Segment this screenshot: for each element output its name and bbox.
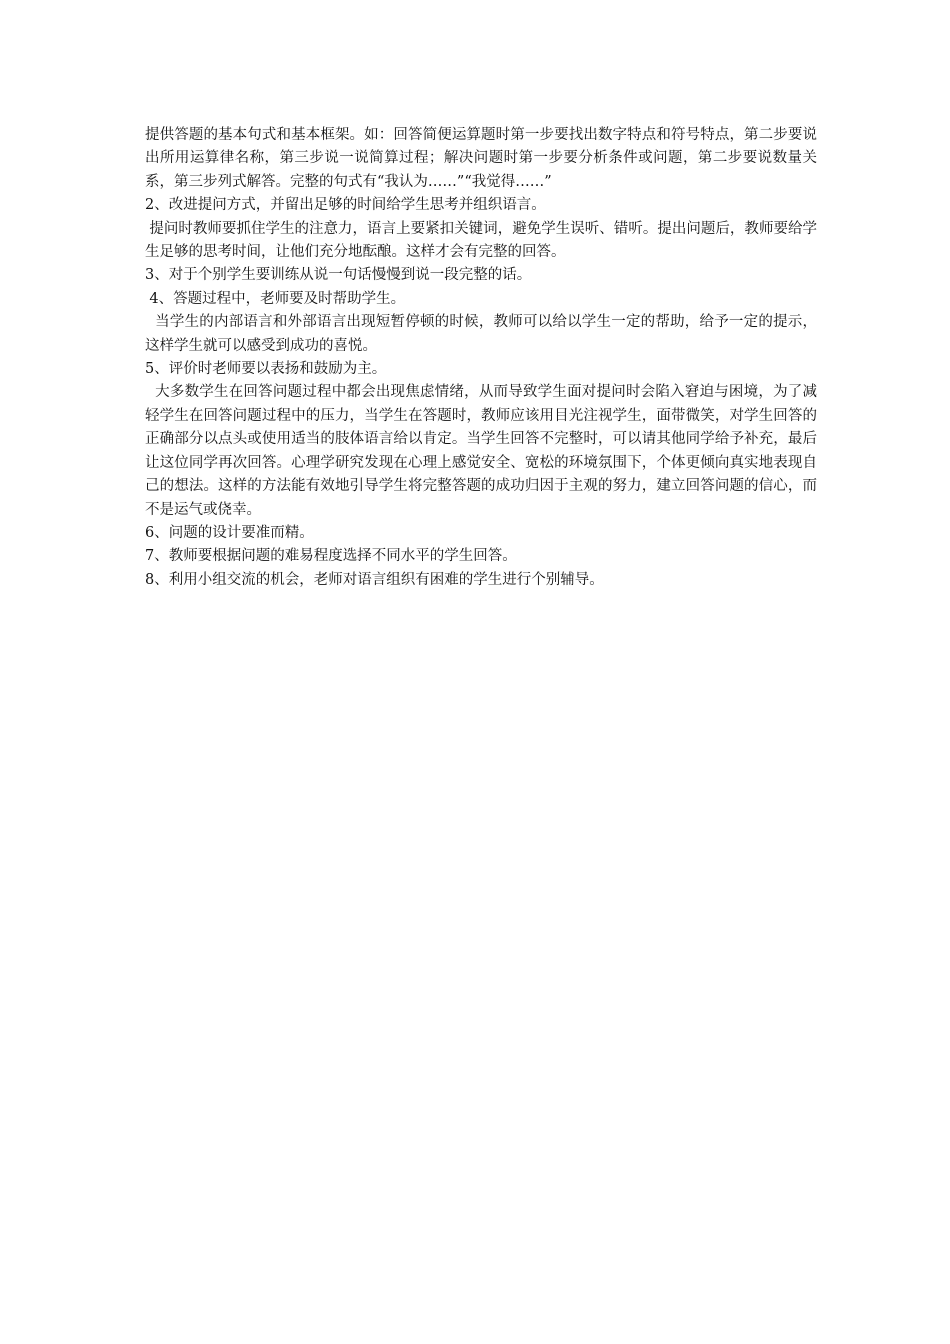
document-body: [145, 124, 817, 592]
list-item-5: 5、评价时老师要以表扬和鼓励为主。: [145, 361, 387, 378]
list-item-6: 6、问题的设计要准而精。: [145, 524, 314, 541]
paragraph-questioning: 提问时教师要抓住学生的注意力，语言上要紧扣关键词，避免学生误听、错听。提出问题后，教师要给学生足够的思考时间，让他们充分地酝酿。这样才会有完整的回答。: [145, 220, 817, 261]
list-item-7: 7、教师要根据问题的难易程度选择不同水平的学生回答。: [145, 548, 517, 565]
list-item-4: 4、答题过程中，老师要及时帮助学生。: [149, 290, 406, 307]
paragraph-evaluation: 大多数学生在回答问题过程中都会出现焦虑情绪，从而导致学生面对提问时会陷入窘迫与困境，为了减轻学生在回答问题过程中的压力，当学生在答题时，教师应该用目光注视学生，面带微笑，对学生回答的正确部分以点头或使用适当的肢体语言给以肯定。当学生回答不完整时，可以请其他同学给予补充，最后让这位同学再次回答。心理学研究发现在心理上感觉安全、宽松的环境氛围下，个体更倾向真实地表现自己的想法。这样的方法能有效地引导学生将完整答题的成功归因于主观的努力，建立回答问题的信心，而不是运气或侥幸。: [145, 384, 817, 518]
list-item-8: 8、利用小组交流的机会，老师对语言组织有困难的学生进行个别辅导。: [145, 571, 604, 588]
list-item-3: 3、对于个别学生要训练从说一句话慢慢到说一段完整的话。: [145, 267, 532, 284]
paragraph-help: 当学生的内部语言和外部语言出现短暂停顿的时候，教师可以给以学生一定的帮助，给予一定的提示，这样学生就可以感受到成功的喜悦。: [145, 314, 817, 354]
list-item-2: 2、改进提问方式，并留出足够的时间给学生思考并组织语言。: [145, 197, 546, 214]
paragraph-answer-framework: 提供答题的基本句式和基本框架。如：回答简便运算题时第一步要找出数字特点和符号特点，第二步要说出所用运算律名称，第三步说一说简算过程；解决问题时第一步要分析条件或问题，第二步要说数量关系，第三步列式解答。完整的句式有“我认为……”“我觉得……”: [145, 127, 817, 190]
